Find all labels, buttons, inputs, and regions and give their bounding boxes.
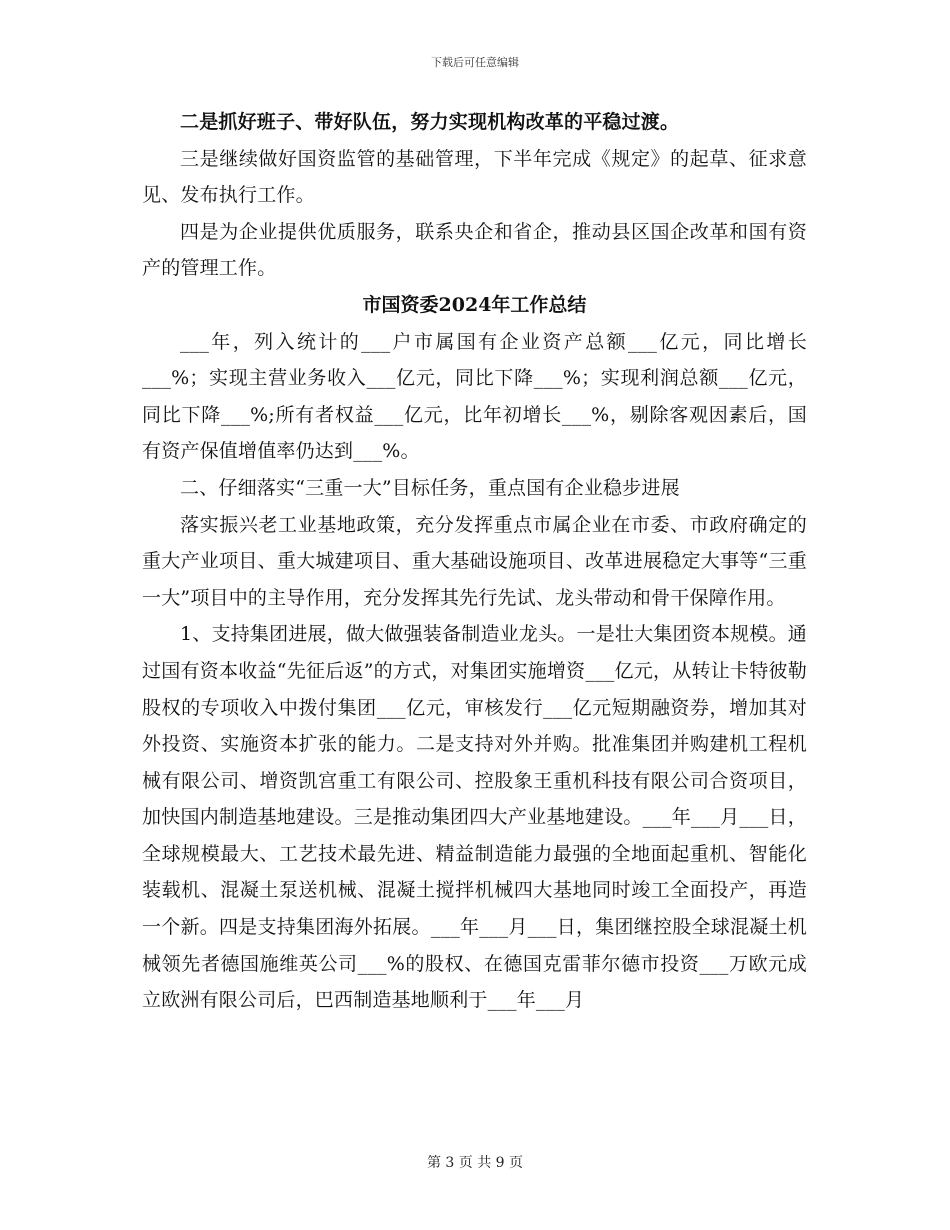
- document-body: [142, 104, 807, 1019]
- paragraph-2: 三是继续做好国资监管的基础管理，下半年完成《规定》的起草、征求意见、发布执行工作。: [142, 147, 807, 207]
- paragraph-3: 四是为企业提供优质服务，联系央企和省企，推动县区国企改革和国有资产的管理工作。: [142, 220, 807, 280]
- section-heading: 二、仔细落实“三重一大”目标任务，重点国有企业稳步进展: [180, 476, 680, 499]
- paragraph-6: 落实振兴老工业基地政策，充分发挥重点市属企业在市委、市政府确定的重大产业项目、重大城建项目、重大基础设施项目、改革进展稳定大事等“三重一大”项目中的主导作用，充分发挥其先行先试、龙头带动和骨干保障作用。: [142, 513, 807, 609]
- paragraph-4: ___年，列入统计的___户市属国有企业资产总额___亿元，同比增长___%；实现主营业务收入___亿元，同比下降___%；实现利润总额___亿元，同比下降___%;所有者权益___亿元，比年初增长___%，剔除客观因素后，国有资产保值增值率仍达到___%。: [142, 330, 807, 463]
- document-title: 市国资委2024年工作总结: [362, 293, 587, 316]
- page-number: 第 3 页 共 9 页: [426, 1155, 524, 1171]
- paragraph-1: 二是抓好班子、带好队伍，努力实现机构改革的平稳过渡。: [180, 111, 680, 133]
- paragraph-7: 1、支持集团进展，做大做强装备制造业龙头。一是壮大集团资本规模。通过国有资本收益“先征后返”的方式，对集团实施增资___亿元，从转让卡特彼勒股权的专项收入中拨付集团___亿元，审核发行___亿元短期融资券，增加其对外投资、实施资本扩张的能力。二是支持对外并购。批准集团并购建机工程机械有限公司、增资凯宫重工有限公司、控股象王重机科技有限公司合资项目，加快国内制造基地建设。三是推动集团四大产业基地建设。___年___月___日，全球规模最大、工艺技术最先进、精益制造能力最强的全地面起重机、智能化装载机、混凝土泵送机械、混凝土搅拌机械四大基地同时竣工全面投产，再造一个新。四是支持集团海外拓展。___年___月___日，集团继控股全球混凝土机械领先者德国施维英公司___%的股权、在德国克雷菲尔德市投资___万欧元成立欧洲有限公司后，巴西制造基地顺利于___年___月: [142, 623, 807, 1012]
- header-note: 下载后可任意编辑: [431, 56, 519, 69]
